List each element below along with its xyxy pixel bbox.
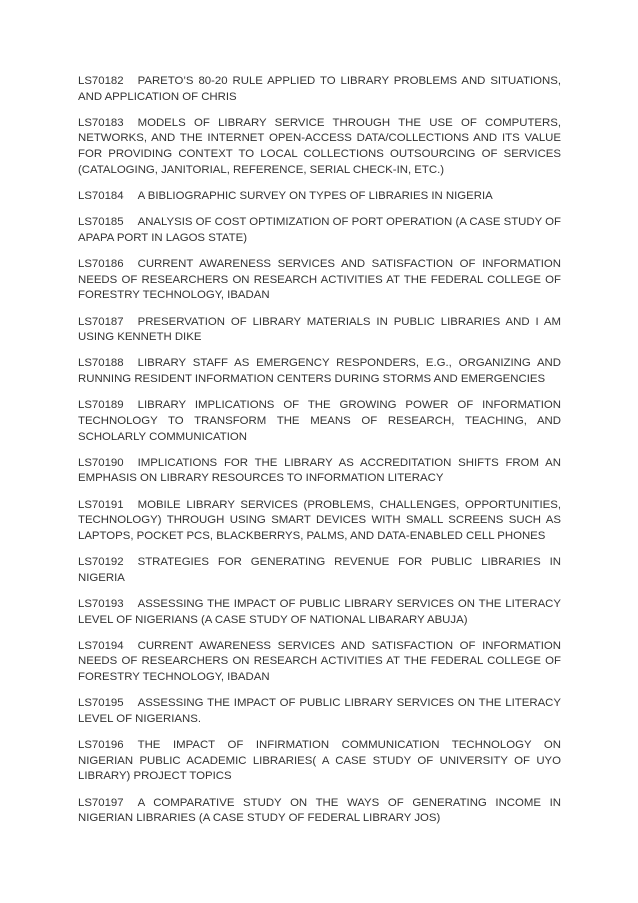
topic-code: LS70183 — [78, 116, 124, 129]
topic-entry — [78, 215, 561, 246]
topic-code: LS70184 — [78, 189, 124, 202]
topic-code: LS70197 — [78, 796, 124, 809]
topic-entry — [78, 796, 561, 827]
topic-code: LS70190 — [78, 456, 124, 469]
topic-title: MOBILE LIBRARY SERVICES (PROBLEMS, CHALLENGES, OPPORTUNITIES, TECHNOLOGY) THROUGH USING SMART DEVICES WITH SMALL SCREENS SUCH AS LAPTOPS, POCKET PCS, BLACKBERRYS, PALMS, AND DATA-ENABLED CELL PHONES — [78, 498, 561, 542]
topic-entry — [78, 257, 561, 304]
topic-title: IMPLICATIONS FOR THE LIBRARY AS ACCREDITATION SHIFTS FROM AN EMPHASIS ON LIBRARY RESOURCES TO INFORMATION LITERACY — [78, 456, 561, 485]
topic-title: ASSESSING THE IMPACT OF PUBLIC LIBRARY SERVICES ON THE LITERACY LEVEL OF NIGERIANS (A CASE STUDY OF NATIONAL LIBARARY ABUJA) — [78, 598, 561, 626]
topic-code: LS70194 — [78, 639, 124, 652]
topic-entry — [78, 738, 561, 785]
topic-title: ASSESSING THE IMPACT OF PUBLIC LIBRARY SERVICES ON THE LITERACY LEVEL OF NIGERIANS. — [78, 697, 561, 725]
topic-entry — [78, 74, 561, 105]
topic-entry — [78, 597, 561, 628]
topic-entry — [78, 315, 561, 346]
topic-entry — [78, 498, 561, 545]
topic-entry — [78, 639, 561, 686]
topic-title: LIBRARY STAFF AS EMERGENCY RESPONDERS, E.G., ORGANIZING AND RUNNING RESIDENT INFORMATION CENTERS DURING STORMS AND EMERGENCIES — [78, 357, 561, 386]
topic-code: LS70195 — [78, 697, 124, 710]
topic-title: ANALYSIS OF COST OPTIMIZATION OF PORT OPERATION (A CASE STUDY OF APAPA PORT IN LAGOS STATE) — [78, 216, 561, 244]
topic-code: LS70191 — [78, 498, 124, 511]
topic-code: LS70196 — [78, 739, 124, 752]
topic-code: LS70186 — [78, 258, 124, 271]
topic-entry — [78, 116, 561, 178]
topic-code: LS70185 — [78, 216, 124, 229]
topic-code: LS70193 — [78, 598, 124, 610]
project-topic-list — [78, 74, 561, 838]
topic-entry — [78, 356, 561, 387]
topic-title: PRESERVATION OF LIBRARY MATERIALS IN PUBLIC LIBRARIES AND I AM USING KENNETH DIKE — [78, 315, 561, 344]
topic-code: LS70192 — [78, 556, 124, 569]
topic-entry — [78, 398, 561, 445]
topic-code: LS70187 — [78, 315, 124, 328]
topic-title: STRATEGIES FOR GENERATING REVENUE FOR PUBLIC LIBRARIES IN NIGERIA — [78, 556, 561, 584]
topic-code: LS70182 — [78, 75, 124, 87]
topic-code: LS70188 — [78, 357, 124, 370]
topic-entry — [78, 456, 561, 487]
topic-title: LIBRARY IMPLICATIONS OF THE GROWING POWER OF INFORMATION TECHNOLOGY TO TRANSFORM THE MEANS OF RESEARCH, TEACHING, AND SCHOLARLY COMMUNICATION — [78, 399, 561, 443]
topic-title: A BIBLIOGRAPHIC SURVEY ON TYPES OF LIBRARIES IN NIGERIA — [137, 189, 493, 202]
topic-entry — [78, 189, 561, 205]
topic-entry — [78, 555, 561, 586]
topic-title: PARETO’S 80-20 RULE APPLIED TO LIBRARY PROBLEMS AND SITUATIONS, AND APPLICATION OF CHRIS — [78, 75, 561, 103]
topic-title: THE IMPACT OF INFIRMATION COMMUNICATION TECHNOLOGY ON NIGERIAN PUBLIC ACADEMIC LIBRARIES( A CASE STUDY OF UNIVERSITY OF UYO LIBRARY) PROJECT TOPICS — [78, 739, 561, 783]
topic-title: A COMPARATIVE STUDY ON THE WAYS OF GENERATING INCOME IN NIGERIAN LIBRARIES (A CASE STUDY OF FEDERAL LIBRARY JOS) — [78, 796, 561, 825]
topic-title: CURRENT AWARENESS SERVICES AND SATISFACTION OF INFORMATION NEEDS OF RESEARCHERS ON RESEARCH ACTIVITIES AT THE FEDERAL COLLEGE OF FORESTRY TECHNOLOGY, IBADAN — [78, 258, 561, 302]
topic-title: CURRENT AWARENESS SERVICES AND SATISFACTION OF INFORMATION NEEDS OF RESEARCHERS ON RESEARCH ACTIVITIES AT THE FEDERAL COLLEGE OF FORESTRY TECHNOLOGY, IBADAN — [78, 639, 561, 684]
topic-code: LS70189 — [78, 399, 124, 412]
topic-title: MODELS OF LIBRARY SERVICE THROUGH THE USE OF COMPUTERS, NETWORKS, AND THE INTERNET OPEN-ACCESS DATA/COLLECTIONS AND ITS VALUE FOR PROVIDING CONTEXT TO LOCAL COLLECTIONS OUTSOURCING OF SERVICES (CATALOGING, JANITORIAL, REFERENCE, SERIAL CHECK-IN, ETC.) — [78, 116, 561, 176]
topic-entry — [78, 696, 561, 727]
